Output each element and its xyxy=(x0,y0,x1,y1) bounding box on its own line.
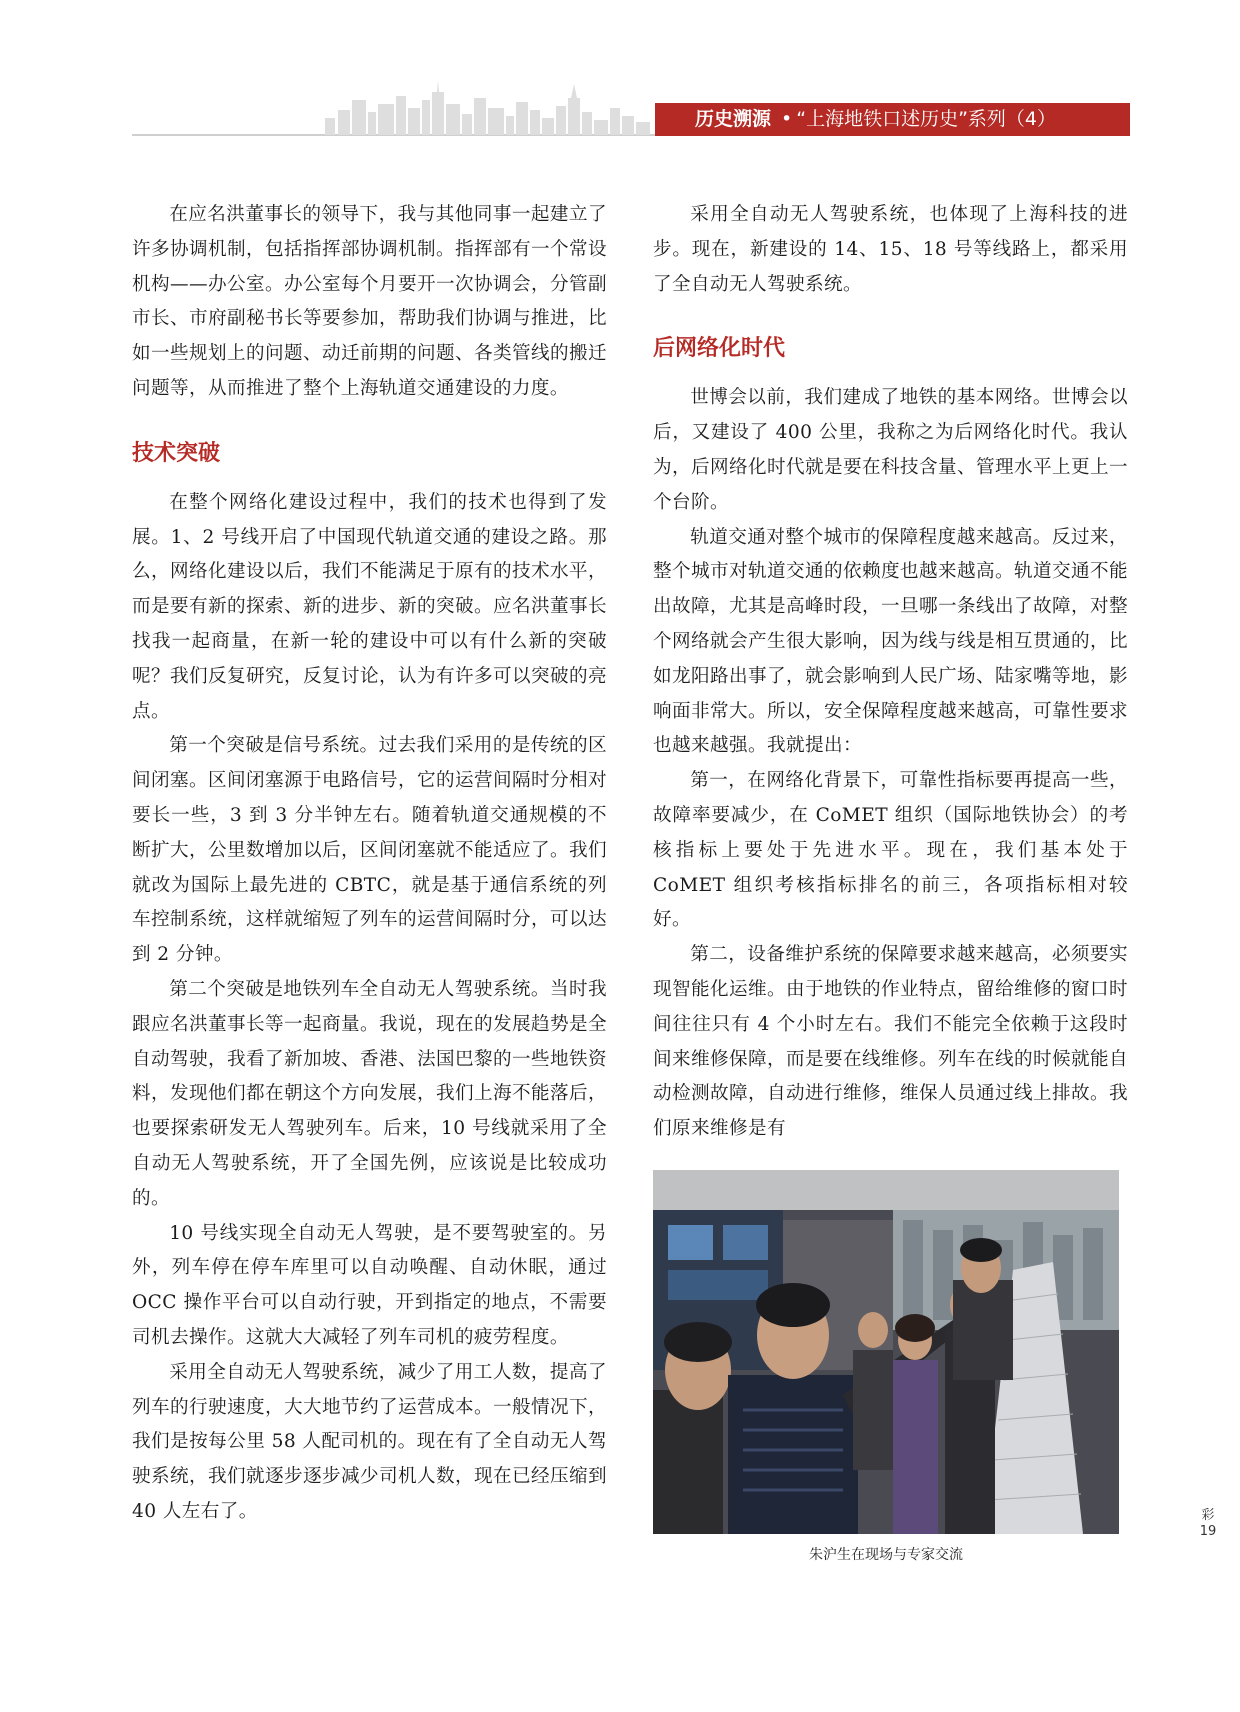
right-column xyxy=(653,198,1128,1147)
title-separator: • xyxy=(781,108,793,130)
left-column xyxy=(132,198,607,1530)
body-paragraph: 第二个突破是地铁列车全自动无人驾驶系统。当时我跟应名洪董事长等一起商量。我说，现在的发展趋势是全自动驾驶，我看了新加坡、香港、法国巴黎的一些地铁资料，发现他们都在朝这个方向发展，我们上海不能落后，也要探索研发无人驾驶列车。后来，10 号线就采用了全自动无人驾驶系统，开了全国先例，应该说是比较成功的。 xyxy=(132,978,607,1209)
series-banner xyxy=(655,103,1130,136)
body-paragraph: 10 号线实现全自动无人驾驶，是不要驾驶室的。另外，列车停在停车库里可以自动唤醒、自动休眠，通过 OCC 操作平台可以自动行驶，开到指定的地点，不需要司机去操作。这就大大减轻了列车司机的疲劳程度。 xyxy=(132,1222,607,1348)
body-paragraph: 在整个网络化建设过程中，我们的技术也得到了发展。1、2 号线开启了中国现代轨道交通的建设之路。那么，网络化建设以后，我们不能满足于原有的技术水平，而是要有新的探索、新的进步、新的突破。应名洪董事长找我一起商量，在新一轮的建设中可以有什么新的突破呢？我们反复研究，反复讨论，认为有许多可以突破的亮点。 xyxy=(132,491,607,722)
body-paragraph: 轨道交通对整个城市的保障程度越来越高。反过来，整个城市对轨道交通的依赖度也越来越高。轨道交通不能出故障，尤其是高峰时段，一旦哪一条线出了故障，对整个网络就会产生很大影响，因为线与线是相互贯通的，比如龙阳路出事了，就会影响到人民广场、陆家嘴等地，影响面非常大。所以，安全保障程度越来越高，可靠性要求也越来越强。我就提出： xyxy=(653,526,1128,757)
body-paragraph: 第一个突破是信号系统。过去我们采用的是传统的区间闭塞。区间闭塞源于电路信号，它的运营间隔时分相对要长一些，3 到 3 分半钟左右。随着轨道交通规模的不断扩大，公里数增加以后，区间闭塞就不能适应了。我们就改为国际上最先进的 CBTC，就是基于通信系统的列车控制系统，这样就缩短了列车的运营间隔时分，可以达到 2 分钟。 xyxy=(132,735,607,966)
body-paragraph: 采用全自动无人驾驶系统，减少了用工人数，提高了列车的行驶速度，大大地节约了运营成本。一般情况下，我们是按每公里 58 人配司机的。现在有了全自动无人驾驶系统，我们就逐步逐步减少司机人数，现在已经压缩到 40 人左右了。 xyxy=(132,1361,607,1522)
page-number xyxy=(1196,1508,1220,1540)
section-heading: 后网络化时代 xyxy=(653,336,786,362)
body-paragraph: 世博会以前，我们建成了地铁的基本网络。世博会以后，又建设了 400 公里，我称之为后网络化时代。我认为，后网络化时代就是要在科技含量、管理水平上更上一个台阶。 xyxy=(653,387,1128,513)
body-paragraph: 第一，在网络化背景下，可靠性指标要再提高一些，故障率要减少，在 CoMET 组织（国际地铁协会）的考核指标上要处于先进水平。现在，我们基本处于 CoMET 组织考核指标排名的前三，各项指标相对较好。 xyxy=(653,770,1128,931)
section-title: 历史溯源 xyxy=(695,108,772,130)
section-heading: 技术突破 xyxy=(132,440,221,466)
body-paragraph: 在应名洪董事长的领导下，我与其他同事一起建立了许多协调机制，包括指挥部协调机制。指挥部有一个常设机构——办公室。办公室每个月要开一次协调会，分管副市长、市府副秘书长等要参加，帮助我们协调与推进，比如一些规划上的问题、动迁前期的问题、各类管线的搬迁问题等，从而推进了整个上海轨道交通建设的力度。 xyxy=(132,204,607,399)
page-header xyxy=(0,0,1240,150)
page-number-label: 彩 xyxy=(1201,1508,1215,1523)
page-number-value: 19 xyxy=(1199,1524,1217,1539)
photo-caption: 朱沪生在现场与专家交流 xyxy=(809,1547,963,1563)
body-paragraph: 第二，设备维护系统的保障要求越来越高，必须要实现智能化运维。由于地铁的作业特点，留给维修的窗口时间往往只有 4 个小时左右。我们不能完全依赖于这段时间来维修保障，而是要在线维修。列车在线的时候就能自动检测故障，自动进行维修，维保人员通过线上排故。我们原来维修是有 xyxy=(653,944,1128,1140)
series-title: “上海地铁口述历史”系列（4） xyxy=(796,108,1057,130)
meeting-photo xyxy=(653,1170,1119,1534)
body-paragraph: 采用全自动无人驾驶系统，也体现了上海科技的进步。现在，新建设的 14、15、18 号等线路上，都采用了全自动无人驾驶系统。 xyxy=(653,204,1128,295)
